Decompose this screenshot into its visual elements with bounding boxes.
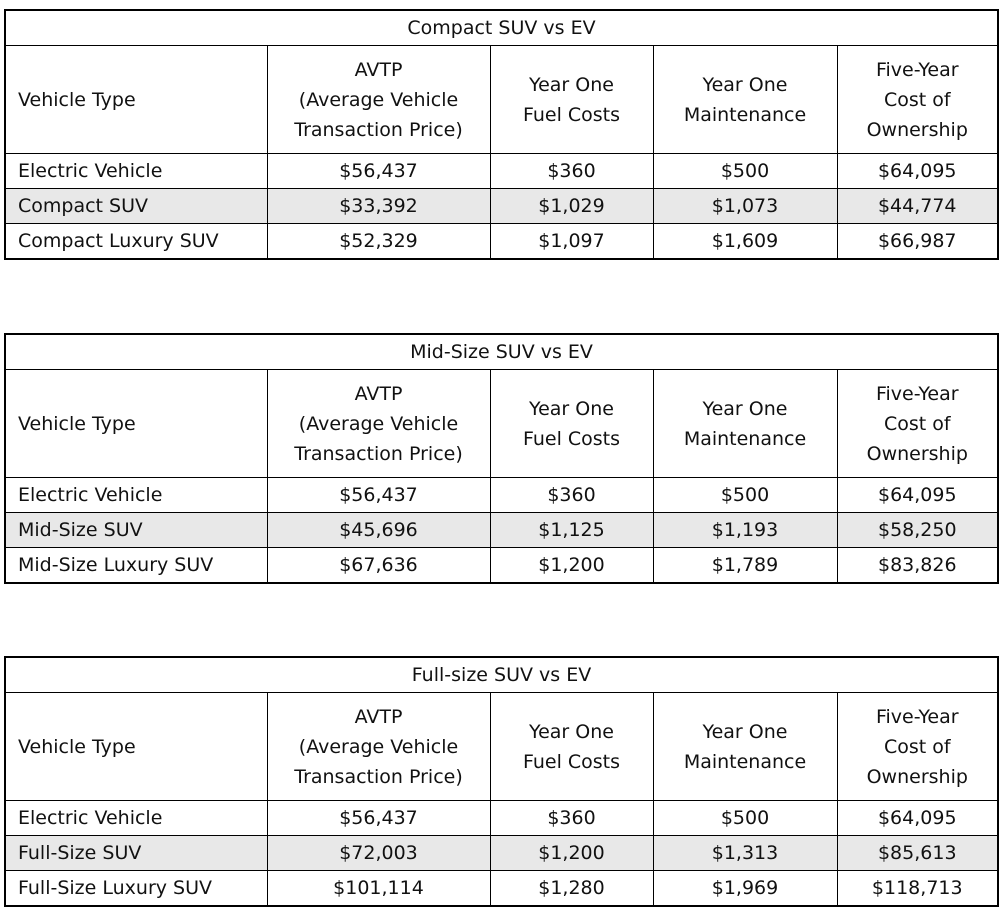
cell-maintenance: $1,609 bbox=[653, 224, 837, 260]
cell-maintenance: $500 bbox=[653, 478, 837, 513]
header-vehicle-type: Vehicle Type bbox=[5, 693, 267, 801]
cell-fuel: $1,200 bbox=[490, 548, 653, 584]
cell-five-year: $85,613 bbox=[837, 836, 998, 871]
comparison-table-compact bbox=[4, 9, 999, 260]
header-five-year-cost: Five-Year Cost of Ownership bbox=[837, 370, 998, 478]
header-fuel-costs: Year One Fuel Costs bbox=[490, 693, 653, 801]
header-avtp: AVTP (Average Vehicle Transaction Price) bbox=[267, 693, 490, 801]
table-row bbox=[5, 224, 998, 260]
table-row bbox=[5, 189, 998, 224]
cell-five-year: $83,826 bbox=[837, 548, 998, 584]
cell-maintenance: $1,073 bbox=[653, 189, 837, 224]
table-row bbox=[5, 871, 998, 907]
cell-avtp: $33,392 bbox=[267, 189, 490, 224]
comparison-table-mid-size bbox=[4, 333, 999, 584]
cell-five-year: $44,774 bbox=[837, 189, 998, 224]
table-row bbox=[5, 801, 998, 836]
cell-avtp: $56,437 bbox=[267, 154, 490, 189]
header-avtp: AVTP (Average Vehicle Transaction Price) bbox=[267, 370, 490, 478]
header-avtp: AVTP (Average Vehicle Transaction Price) bbox=[267, 46, 490, 154]
header-fuel-costs: Year One Fuel Costs bbox=[490, 370, 653, 478]
cell-avtp: $72,003 bbox=[267, 836, 490, 871]
cell-fuel: $1,200 bbox=[490, 836, 653, 871]
cell-maintenance: $1,193 bbox=[653, 513, 837, 548]
cell-maintenance: $500 bbox=[653, 801, 837, 836]
cell-maintenance: $1,969 bbox=[653, 871, 837, 907]
cell-fuel: $360 bbox=[490, 801, 653, 836]
header-maintenance: Year One Maintenance bbox=[653, 370, 837, 478]
table-row bbox=[5, 513, 998, 548]
cell-vehicle-type: Full-Size SUV bbox=[5, 836, 267, 871]
header-vehicle-type: Vehicle Type bbox=[5, 370, 267, 478]
header-maintenance: Year One Maintenance bbox=[653, 46, 837, 154]
table-row bbox=[5, 154, 998, 189]
cell-avtp: $52,329 bbox=[267, 224, 490, 260]
cell-vehicle-type: Compact SUV bbox=[5, 189, 267, 224]
table-row bbox=[5, 478, 998, 513]
cell-five-year: $64,095 bbox=[837, 478, 998, 513]
cell-vehicle-type: Mid-Size SUV bbox=[5, 513, 267, 548]
cell-fuel: $1,125 bbox=[490, 513, 653, 548]
cell-vehicle-type: Electric Vehicle bbox=[5, 801, 267, 836]
cell-avtp: $56,437 bbox=[267, 801, 490, 836]
cell-five-year: $58,250 bbox=[837, 513, 998, 548]
header-row bbox=[5, 693, 998, 801]
cell-avtp: $56,437 bbox=[267, 478, 490, 513]
table-row bbox=[5, 836, 998, 871]
cell-maintenance: $1,313 bbox=[653, 836, 837, 871]
cell-vehicle-type: Mid-Size Luxury SUV bbox=[5, 548, 267, 584]
table-row bbox=[5, 548, 998, 584]
header-row bbox=[5, 46, 998, 154]
table-title: Mid-Size SUV vs EV bbox=[5, 334, 998, 370]
header-five-year-cost: Five-Year Cost of Ownership bbox=[837, 46, 998, 154]
table-title: Full-size SUV vs EV bbox=[5, 657, 998, 693]
cell-avtp: $101,114 bbox=[267, 871, 490, 907]
cell-fuel: $1,029 bbox=[490, 189, 653, 224]
cell-fuel: $1,097 bbox=[490, 224, 653, 260]
cell-five-year: $118,713 bbox=[837, 871, 998, 907]
cell-maintenance: $500 bbox=[653, 154, 837, 189]
cell-vehicle-type: Electric Vehicle bbox=[5, 154, 267, 189]
cell-fuel: $1,280 bbox=[490, 871, 653, 907]
table-title: Compact SUV vs EV bbox=[5, 10, 998, 46]
cell-vehicle-type: Full-Size Luxury SUV bbox=[5, 871, 267, 907]
comparison-table-full-size bbox=[4, 656, 999, 907]
header-row bbox=[5, 370, 998, 478]
header-five-year-cost: Five-Year Cost of Ownership bbox=[837, 693, 998, 801]
cell-five-year: $64,095 bbox=[837, 154, 998, 189]
cell-fuel: $360 bbox=[490, 478, 653, 513]
cell-maintenance: $1,789 bbox=[653, 548, 837, 584]
header-maintenance: Year One Maintenance bbox=[653, 693, 837, 801]
cell-five-year: $66,987 bbox=[837, 224, 998, 260]
cell-avtp: $45,696 bbox=[267, 513, 490, 548]
cell-avtp: $67,636 bbox=[267, 548, 490, 584]
header-fuel-costs: Year One Fuel Costs bbox=[490, 46, 653, 154]
cell-fuel: $360 bbox=[490, 154, 653, 189]
header-vehicle-type: Vehicle Type bbox=[5, 46, 267, 154]
cell-five-year: $64,095 bbox=[837, 801, 998, 836]
cell-vehicle-type: Electric Vehicle bbox=[5, 478, 267, 513]
cell-vehicle-type: Compact Luxury SUV bbox=[5, 224, 267, 260]
